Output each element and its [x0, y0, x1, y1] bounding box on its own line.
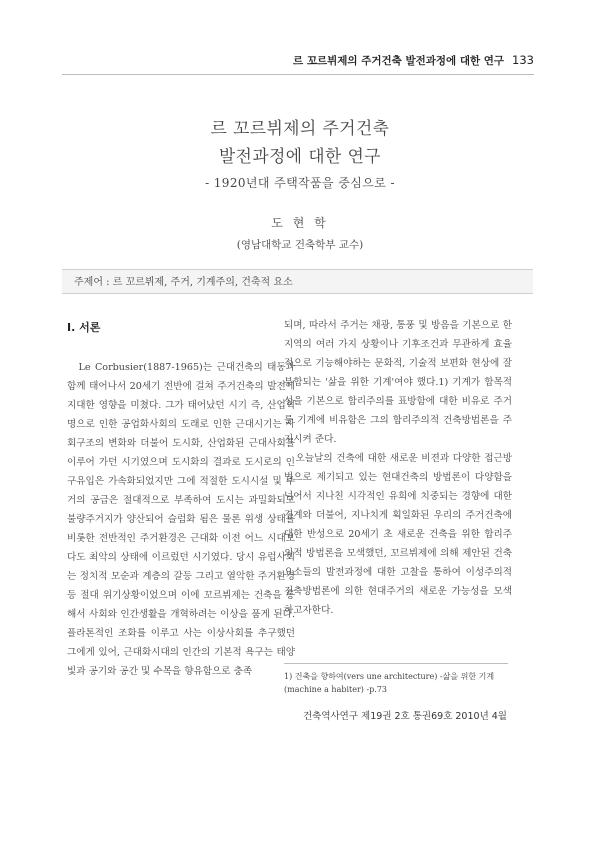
- author-affiliation: (영남대학교 건축학부 교수): [236, 239, 364, 251]
- paper-title-line-1: 르 꼬르뷔제의 주거건축: [210, 118, 390, 138]
- title-block: [0, 114, 600, 191]
- running-title: 르 꼬르뷔제의 주거건축 발전과정에 대한 연구: [293, 55, 505, 67]
- paper-subtitle: - 1920년대 주택작품을 중심으로 -: [205, 176, 395, 190]
- section-heading: Ⅰ. 서론: [67, 321, 101, 334]
- footnote: 1) 건축을 향하여(vers une architecture) -삶을 위한 기계(machine a habiter) -p.73: [284, 663, 508, 696]
- page-number: 133: [512, 53, 534, 67]
- right-column: [284, 316, 512, 620]
- body-paragraph: 오늘날의 건축에 대한 새로운 비젼과 다양한 접근방법으로 제기되고 있는 현대건축의 방법론이 다양함을 넘어서 지나친 시각적인 유희에 치중되는 경향에 대한 경계와 더불어, 지나치게 획일화된 우리의 주거건축에 대한 반성으로 20세기 초 새로운 건축을 위한 합리주의적 방법론을 모색했던, 꼬르뷔제에 의해 제안된 건축요소들의 발전과정에 대한 고찰을 통하여 이성주의적 건축방법론에 의한 현대주거의 새로운 가능성을 모색하고자한다.: [284, 453, 512, 616]
- keywords-box: 주제어 : 르 꼬르뷔제, 주거, 기계주의, 건축적 요소: [62, 269, 533, 294]
- body-paragraph: Le Corbusier(1887-1965)는 근대건축의 태동과 함께 태어나서 20세기 전반에 걸쳐 주거건축의 발전에 지대한 영향을 미쳤다. 그가 태어났던 시기 즉, 산업혁명으로 인한 공업화사회의 도래로 인한 근대시기는 사회구조의 변화와 더불어 도시화, 산업화된 근대사회를 이루어 가던 시기였으며 도시화의 결과로 도시로의 인구유입은 가속화되었지만 그에 적절한 도시시설 및 주거의 공급은 절대적으로 부족하여 도시는 과밀화되고 불량주거지가 양산되어 슬럼화 됨은 물론 위생 상태를 비롯한 전반적인 주거환경은 근대화 이전 어느 시대보다도 최악의 상태에 이르렀던 시기였다. 당시 유럽사회는 정치적 모순과 계층의 갈등 그리고 열악한 주거환경 등 절대 위기상황이었으며 이에 꼬르뷔제는 건축을 통해서 사회와 인간생활을 개혁하려는 이상을 품게 된다. 플라톤적인 조화를 이루고 사는 이상사회를 추구했던 그에게 있어, 근대화시대의 인간의 기본적 욕구는 태양빛과 공기와 공간 및 수목을 향유함으로 충족: [67, 362, 295, 677]
- journal-info: 건축역사연구 제19권 2호 통권69호 2010년 4월: [302, 711, 507, 722]
- running-head: [293, 53, 534, 68]
- paper-title-line-2: 발전과정에 대한 연구: [218, 146, 382, 166]
- author-name: 도 현 학: [271, 216, 329, 230]
- author-block: [0, 214, 600, 252]
- left-column: [67, 318, 295, 681]
- body-paragraph: 되며, 따라서 주거는 채광, 통풍 및 방음을 기본으로 한 지역의 여러 가지 상황이나 기후조건과 무관하게 효율적으로 기능해야하는 문화적, 기술적 보편화 현상에 잘 부합되는 '삶을 위한 기계'여야 했다.1) 기계가 합목적성을 기본으로 합리주의를 표방함에 대한 비유로 주거를 기계에 비유함은 그의 합리주의적 건축방법론을 주지시켜 준다.: [284, 320, 512, 445]
- page-header: [62, 36, 534, 75]
